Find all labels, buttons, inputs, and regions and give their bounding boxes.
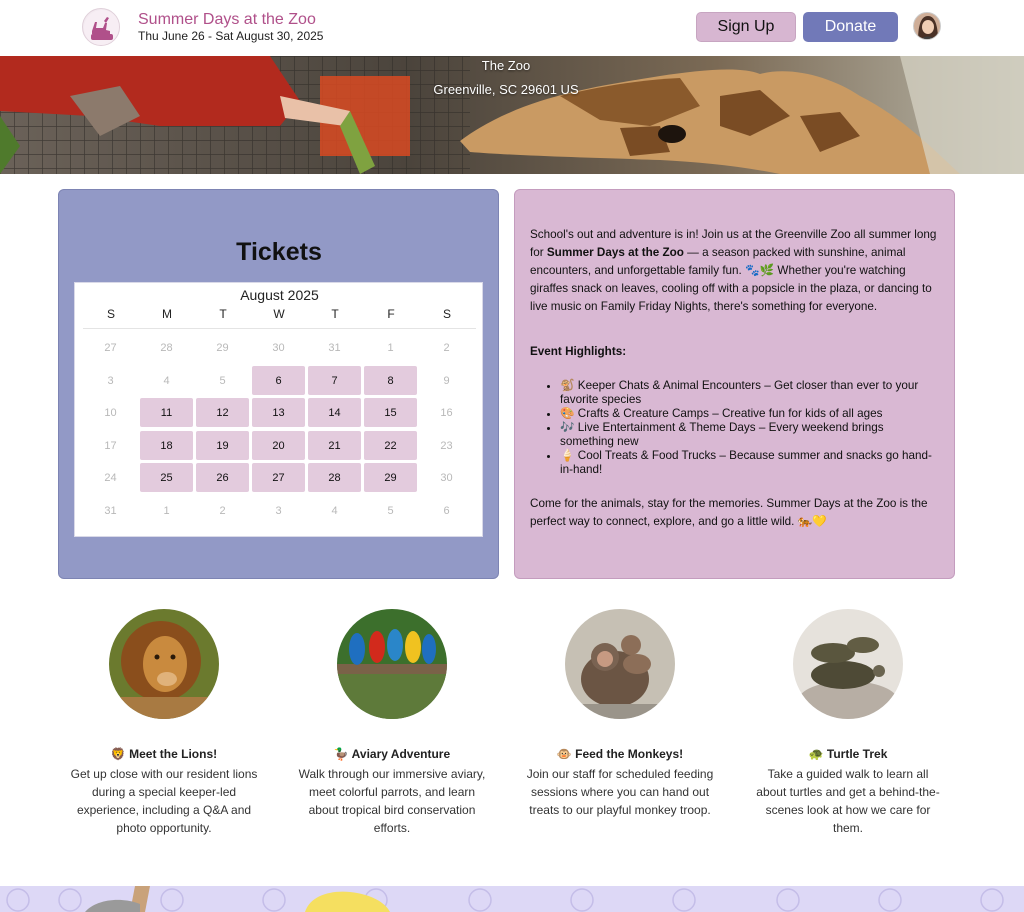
- calendar-day-available[interactable]: 11: [140, 398, 193, 427]
- weekday-label: T: [331, 307, 339, 321]
- calendar-day-unavailable: 6: [443, 504, 450, 517]
- giraffe-logo-icon: [83, 9, 120, 46]
- hero-banner: [0, 56, 1024, 174]
- monkeys-photo-icon[interactable]: [565, 609, 675, 719]
- calendar-day-unavailable: 4: [163, 374, 170, 387]
- feature-aviary: [297, 609, 487, 837]
- highlight-item: • 🐒 Keeper Chats & Animal Encounters – Get closer than ever to your favorite species: [560, 379, 939, 407]
- calendar-day-unavailable: 5: [219, 374, 226, 387]
- calendar-day-unavailable: 28: [160, 341, 173, 354]
- calendar-day-available[interactable]: 28: [308, 463, 361, 492]
- calendar-divider: [83, 328, 476, 329]
- calendar-day-available[interactable]: 25: [140, 463, 193, 492]
- calendar-day-unavailable: 17: [104, 439, 117, 452]
- calendar-day-available[interactable]: 19: [196, 431, 249, 460]
- weekday-label: S: [442, 307, 451, 321]
- calendar-day-available[interactable]: 15: [364, 398, 417, 427]
- weekday-label: T: [219, 307, 227, 321]
- tickets-title: Tickets: [236, 238, 322, 266]
- turtles-photo-icon[interactable]: [793, 609, 903, 719]
- calendar-day-unavailable: 16: [440, 406, 453, 419]
- weekday-label: W: [273, 307, 285, 321]
- event-closing: Come for the animals, stay for the memories. Summer Days at the Zoo is the perfect way to connect, explore, and go a little wild. 🐅💛: [530, 497, 928, 528]
- parrots-photo-icon[interactable]: [337, 609, 447, 719]
- donate-button[interactable]: Donate: [803, 12, 898, 42]
- intro-event-name: Summer Days at the Zoo: [546, 246, 684, 259]
- calendar-day-unavailable: 27: [104, 341, 117, 354]
- calendar-day-unavailable: 2: [219, 504, 226, 517]
- calendar-day-available[interactable]: 21: [308, 431, 361, 460]
- weekday-label: M: [162, 307, 172, 321]
- calendar-day-unavailable: 29: [216, 341, 229, 354]
- calendar-day-unavailable: 31: [328, 341, 341, 354]
- highlight-item: • 🎨 Crafts & Creature Camps – Creative fun for kids of all ages: [560, 407, 939, 421]
- feature-lions: [69, 609, 259, 837]
- calendar-day-unavailable: 1: [387, 341, 394, 354]
- feature-title: 🦆 Aviary Adventure: [333, 747, 451, 761]
- event-title[interactable]: Summer Days at the Zoo: [138, 11, 316, 28]
- calendar-day-unavailable: 30: [272, 341, 285, 354]
- calendar-day-available[interactable]: 29: [364, 463, 417, 492]
- sign-up-button[interactable]: Sign Up: [696, 12, 796, 42]
- weekday-label: F: [387, 307, 395, 321]
- calendar-day-unavailable: 31: [104, 504, 117, 517]
- feature-description: Join our staff for scheduled feeding sessions where you can hand out treats to our playful monkey troop.: [526, 767, 714, 817]
- calendar-day-unavailable: 2: [443, 341, 450, 354]
- event-intro: [530, 226, 939, 316]
- highlights-list: [560, 379, 939, 477]
- feature-monkeys: [525, 609, 715, 819]
- calendar-day-available[interactable]: 6: [252, 366, 305, 395]
- calendar-day-unavailable: 4: [331, 504, 338, 517]
- calendar-day-unavailable: 10: [104, 406, 117, 419]
- calendar-day-available[interactable]: 12: [196, 398, 249, 427]
- calendar-day-available[interactable]: 22: [364, 431, 417, 460]
- zoo-logo[interactable]: [82, 8, 120, 46]
- calendar-day-available[interactable]: 8: [364, 366, 417, 395]
- calendar-day-available[interactable]: 13: [252, 398, 305, 427]
- intro-text: School's out and adventure is in! Join us at the Greenville Zoo all summer long for: [530, 228, 937, 259]
- calendar-day-unavailable: 24: [104, 471, 117, 484]
- calendar-day-available[interactable]: 18: [140, 431, 193, 460]
- calendar-day-unavailable: 3: [107, 374, 114, 387]
- weekday-label: S: [106, 307, 115, 321]
- highlight-item: • 🎶 Live Entertainment & Theme Days – Every weekend brings something new: [560, 421, 939, 449]
- calendar-day-available[interactable]: 26: [196, 463, 249, 492]
- feature-description: Take a guided walk to learn all about turtles and get a behind-the-scenes look at how we care for them.: [756, 767, 940, 835]
- venue-name[interactable]: The Zoo: [481, 58, 531, 73]
- venue-address[interactable]: Greenville, SC 29601 US: [433, 82, 579, 97]
- calendar-day-unavailable: 1: [163, 504, 170, 517]
- feature-title: 🦁 Meet the Lions!: [110, 747, 218, 761]
- calendar-day-available[interactable]: 7: [308, 366, 361, 395]
- site-header: [0, 0, 1024, 56]
- calendar-day-unavailable: 5: [387, 504, 394, 517]
- calendar-day-unavailable: 30: [440, 471, 453, 484]
- highlights-title: Event Highlights:: [530, 345, 627, 358]
- user-avatar-icon: [914, 13, 941, 40]
- feature-description: Walk through our immersive aviary, meet colorful parrots, and learn about tropical bird conservation efforts.: [298, 767, 486, 835]
- feature-title: 🐢 Turtle Trek: [808, 747, 888, 761]
- calendar-day-available[interactable]: 14: [308, 398, 361, 427]
- event-description-card: [514, 189, 955, 579]
- calendar-month: August 2025: [240, 287, 319, 303]
- ticket-calendar: [74, 282, 483, 537]
- user-avatar[interactable]: [913, 12, 941, 40]
- footer-band: [0, 886, 1024, 912]
- intro-text-continued: — a season packed with sunshine, animal encounters, and unforgettable family fun. 🐾🌿 Whether you're watching giraffes snack on leaves, cooling off with a popsicle in the plaza, or dancing to live music on Family Friday Nights, there's something for everyone.: [530, 246, 932, 313]
- feature-turtles: [753, 609, 943, 837]
- giraffe-hero-image: [0, 56, 1024, 174]
- calendar-day-available[interactable]: 20: [252, 431, 305, 460]
- feature-description: Get up close with our resident lions during a special keeper-led experience, including a Q&A and photo opportunity.: [70, 767, 258, 835]
- calendar-day-unavailable: 9: [443, 374, 450, 387]
- calendar-day-unavailable: 23: [440, 439, 453, 452]
- feature-title: 🐵 Feed the Monkeys!: [556, 747, 684, 761]
- decorative-pattern-icon: [0, 886, 1024, 912]
- highlight-item: • 🍦 Cool Treats & Food Trucks – Because summer and snacks go hand-in-hand!: [560, 449, 939, 477]
- calendar-day-unavailable: 3: [275, 504, 282, 517]
- event-dates: Thu June 26 - Sat August 30, 2025: [138, 29, 324, 43]
- calendar-day-available[interactable]: 27: [252, 463, 305, 492]
- lion-photo-icon[interactable]: [109, 609, 219, 719]
